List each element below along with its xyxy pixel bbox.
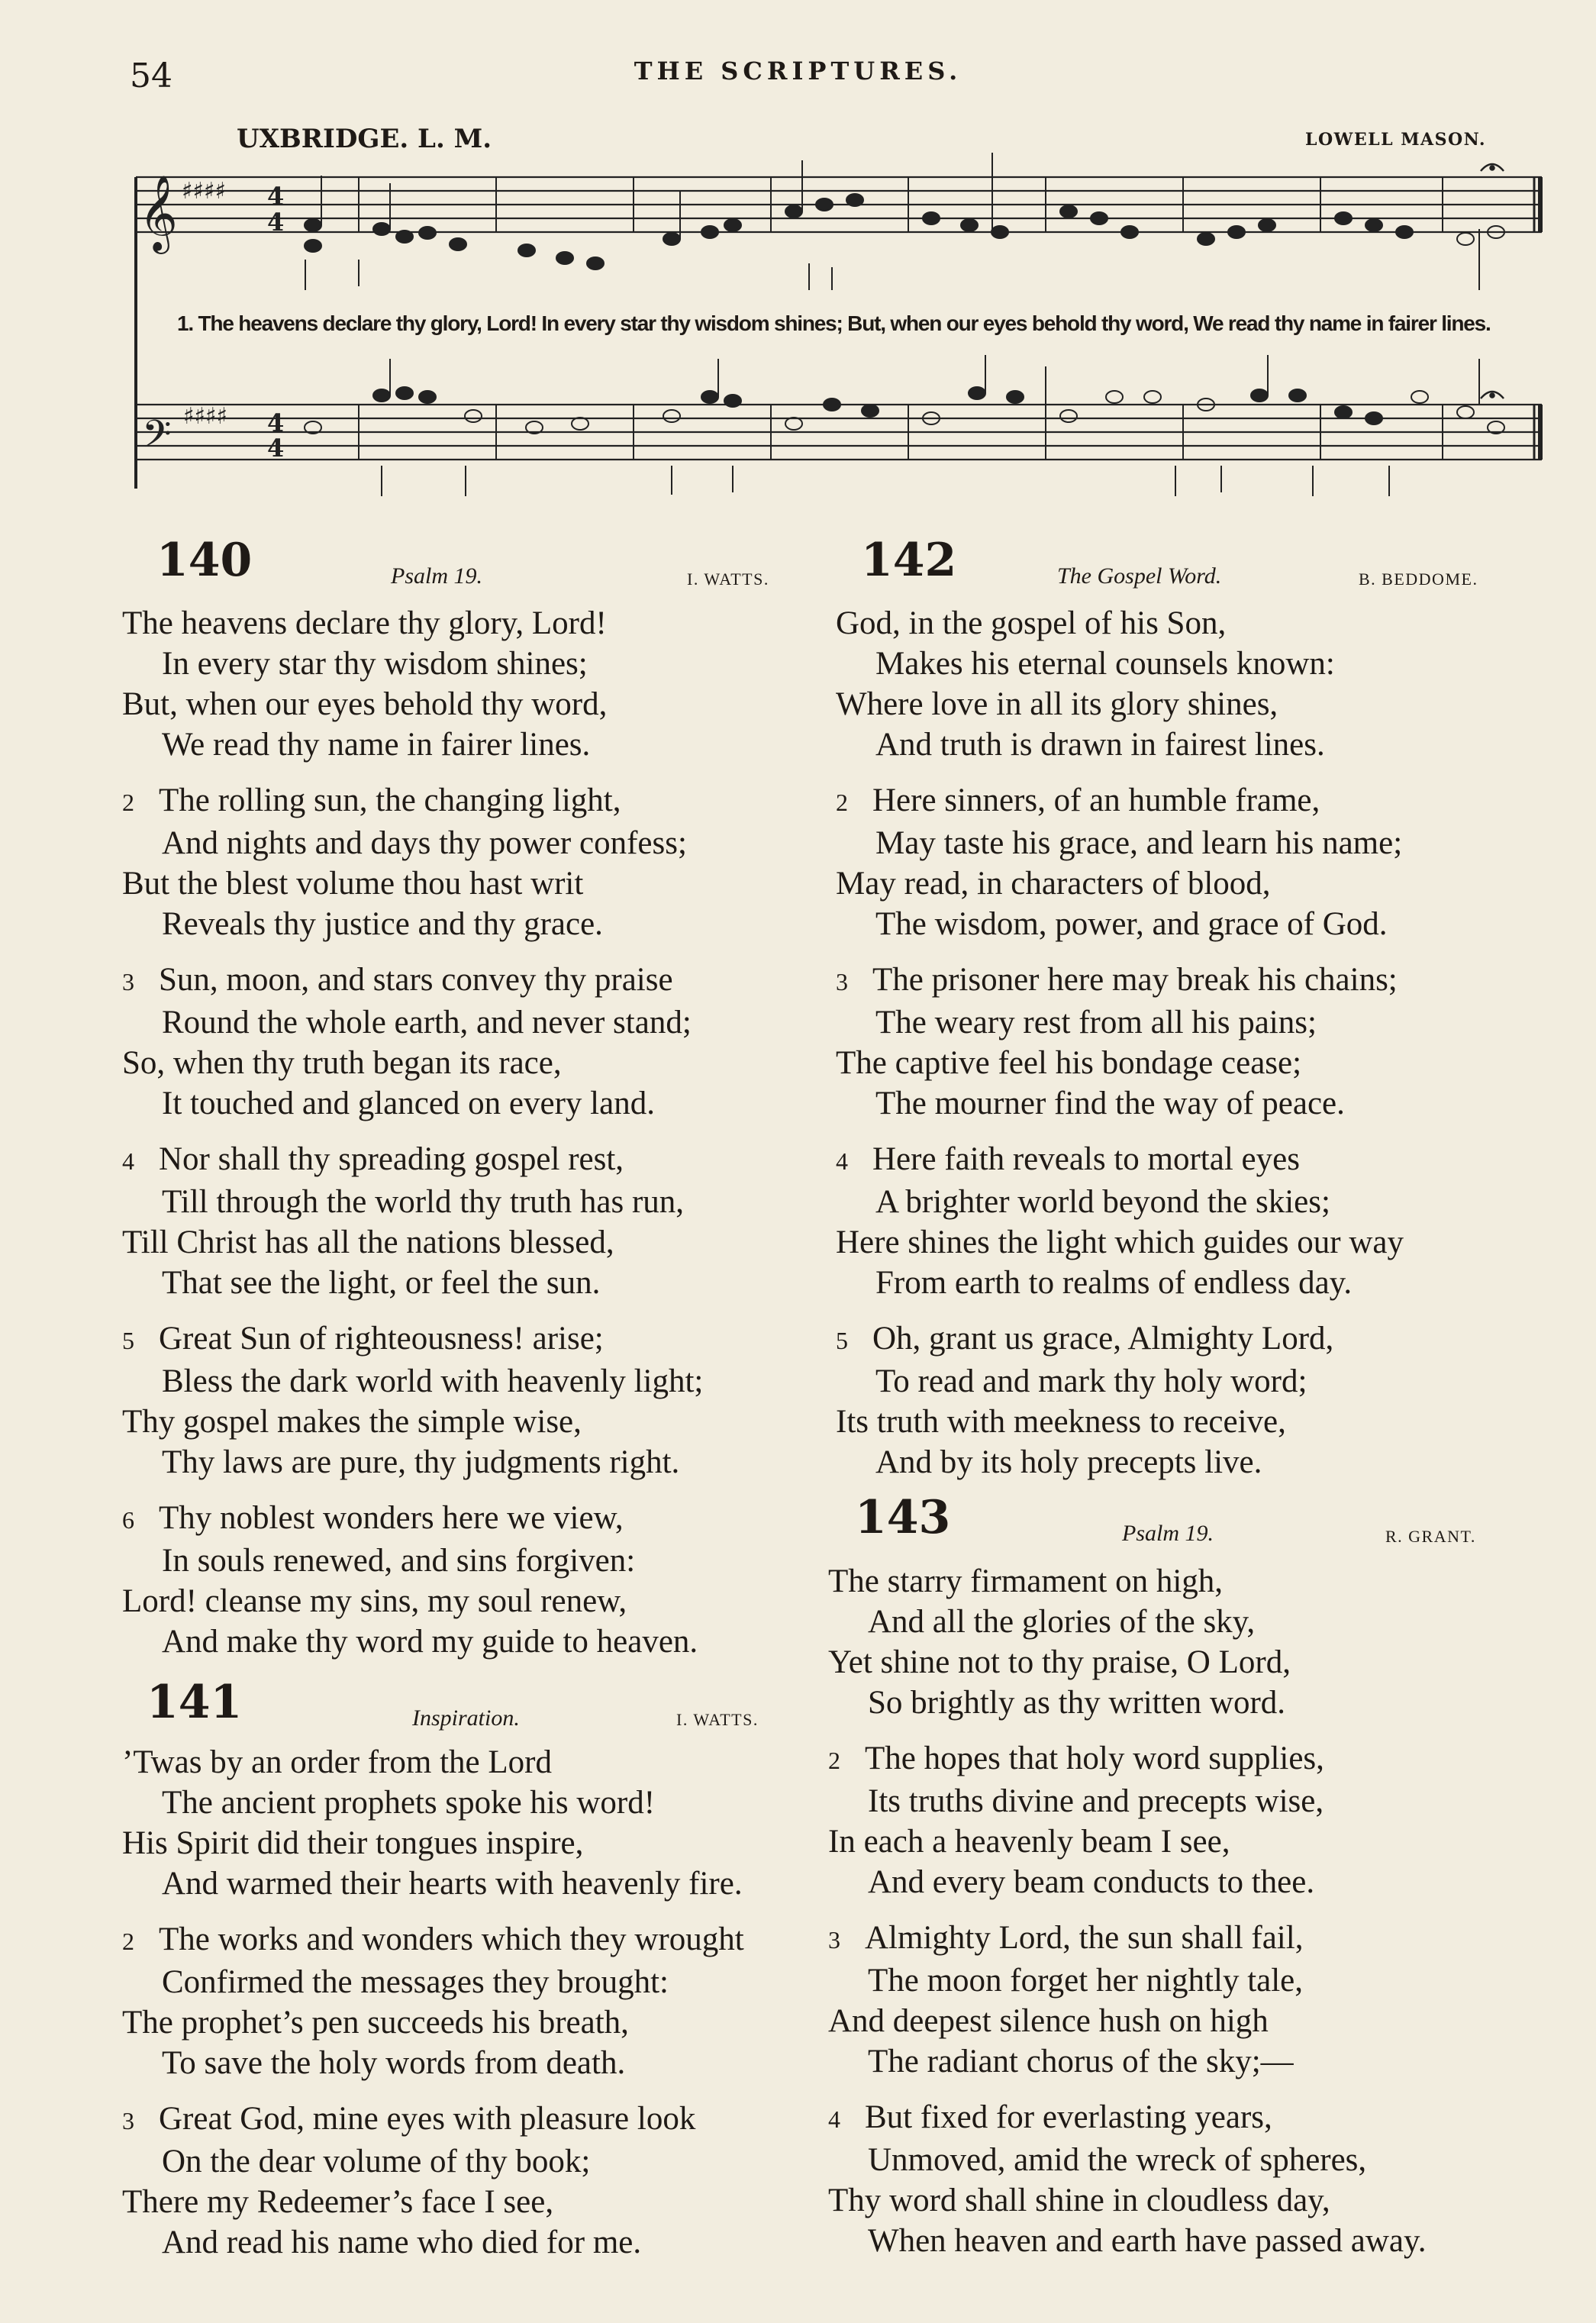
verse-text: Here sinners, of an humble frame, bbox=[872, 782, 1320, 818]
verse-text: And read his name who died for me. bbox=[162, 2225, 642, 2260]
verse-line bbox=[828, 1960, 1561, 2001]
verse bbox=[122, 1318, 824, 1483]
verse-line bbox=[122, 1318, 824, 1361]
verse-line bbox=[122, 1182, 824, 1222]
verse-text: Great Sun of righteousness! arise; bbox=[159, 1321, 604, 1357]
verse-line bbox=[122, 1962, 824, 2002]
svg-text:4: 4 bbox=[267, 434, 285, 463]
verse-text: But fixed for everlasting years, bbox=[865, 2099, 1272, 2135]
verse-line bbox=[122, 780, 824, 823]
verse-text: The wisdom, power, and grace of God. bbox=[875, 906, 1388, 942]
verse-line bbox=[836, 1002, 1569, 1043]
verse-number: 5 bbox=[122, 1327, 134, 1354]
verse-line bbox=[828, 2140, 1561, 2180]
hymn-142-author: B. BEDDOME. bbox=[1359, 569, 1478, 589]
verse bbox=[122, 603, 824, 765]
verse-line bbox=[122, 2002, 824, 2043]
verse bbox=[122, 2099, 824, 2263]
verse-line bbox=[828, 1738, 1561, 1781]
svg-text:𝄢: 𝄢 bbox=[142, 412, 172, 466]
verse-line bbox=[828, 1642, 1561, 1683]
verse-text: That see the light, or feel the sun. bbox=[162, 1265, 601, 1301]
svg-text:♯♯♯♯: ♯♯♯♯ bbox=[183, 403, 228, 430]
verse-text: So brightly as thy written word. bbox=[868, 1685, 1286, 1721]
verse-line bbox=[122, 684, 824, 724]
verse-line bbox=[122, 1823, 824, 1863]
verse-text: Here shines the light which guides our way bbox=[836, 1224, 1404, 1260]
verse-text: The prophet’s pen succeeds his breath, bbox=[122, 2005, 629, 2041]
hymn-143-text bbox=[828, 1561, 1561, 2261]
verse-line bbox=[122, 2141, 824, 2182]
bass-staff bbox=[136, 405, 1542, 460]
verse-text: And nights and days thy power confess; bbox=[162, 825, 687, 861]
verse-line bbox=[122, 1621, 824, 1662]
verse-text: Unmoved, amid the wreck of spheres, bbox=[868, 2142, 1367, 2178]
treble-notes bbox=[305, 153, 1504, 290]
verse-text: And by its holy precepts live. bbox=[875, 1444, 1262, 1480]
verse-line bbox=[836, 863, 1569, 904]
verse-text: We read thy name in fairer lines. bbox=[162, 727, 591, 763]
verse-line bbox=[836, 724, 1569, 765]
verse-line bbox=[836, 644, 1569, 684]
verse-line bbox=[122, 1361, 824, 1402]
bass-notes bbox=[305, 355, 1504, 434]
verse-number: 3 bbox=[122, 968, 134, 995]
verse-text: Reveals thy justice and thy grace. bbox=[162, 906, 603, 942]
tune-composer: LOWELL MASON. bbox=[1305, 130, 1487, 150]
verse-line bbox=[122, 1442, 824, 1483]
verse-text: The radiant chorus of the sky;— bbox=[868, 2044, 1294, 2079]
hymn-142-text bbox=[836, 603, 1569, 1483]
verse-line bbox=[828, 1561, 1561, 1602]
svg-text:♯♯♯♯: ♯♯♯♯ bbox=[182, 178, 227, 205]
verse-line bbox=[828, 1821, 1561, 1862]
verse-number: 4 bbox=[836, 1147, 848, 1175]
verse-line bbox=[836, 960, 1569, 1002]
verse-line bbox=[828, 2097, 1561, 2140]
verse-line bbox=[836, 684, 1569, 724]
verse-text: Confirmed the messages they brought: bbox=[162, 1964, 669, 2000]
verse-line bbox=[122, 2182, 824, 2222]
verse-line bbox=[828, 2221, 1561, 2261]
hymn-140-number: 140 bbox=[156, 534, 253, 587]
hymn-141-author: I. WATTS. bbox=[676, 1710, 759, 1729]
verse bbox=[828, 1918, 1561, 2082]
svg-text:4: 4 bbox=[267, 208, 285, 237]
verse-line bbox=[122, 1541, 824, 1581]
verse-text: Almighty Lord, the sun shall fail, bbox=[865, 1920, 1304, 1956]
verse bbox=[836, 603, 1569, 765]
svg-text:4: 4 bbox=[267, 182, 285, 211]
verse-line bbox=[836, 1083, 1569, 1124]
verse-line bbox=[828, 2180, 1561, 2221]
hymn-143-author: R. GRANT. bbox=[1385, 1527, 1476, 1546]
verse-number: 5 bbox=[836, 1327, 848, 1354]
verse-text: When heaven and earth have passed away. bbox=[868, 2223, 1427, 2259]
fermatas bbox=[1481, 164, 1504, 398]
verse bbox=[828, 2097, 1561, 2261]
verse-text: To save the holy words from death. bbox=[162, 2045, 626, 2081]
verse-text: ’Twas by an order from the Lord bbox=[122, 1744, 552, 1780]
verse-line bbox=[122, 2099, 824, 2141]
verse-text: There my Redeemer’s face I see, bbox=[122, 2184, 554, 2220]
verse-text: Great God, mine eyes with pleasure look bbox=[159, 2101, 696, 2137]
verse-text: Thy laws are pure, thy judgments right. bbox=[162, 1444, 680, 1480]
verse-text: And deepest silence hush on high bbox=[828, 2003, 1269, 2039]
verse-line bbox=[836, 1182, 1569, 1222]
running-title: THE SCRIPTURES. bbox=[634, 56, 962, 85]
verse-line bbox=[836, 603, 1569, 644]
verse-number: 2 bbox=[122, 1928, 134, 1955]
verse-text: Where love in all its glory shines, bbox=[836, 686, 1278, 722]
verse-line bbox=[836, 1263, 1569, 1303]
verse-text: It touched and glanced on every land. bbox=[162, 1086, 655, 1121]
verse-line bbox=[828, 1602, 1561, 1642]
verse-number: 4 bbox=[122, 1147, 134, 1175]
verse-text: The hopes that holy word supplies, bbox=[865, 1741, 1324, 1776]
verse-line bbox=[828, 1683, 1561, 1723]
verse-number: 3 bbox=[836, 968, 848, 995]
verse-line bbox=[122, 644, 824, 684]
verse-line bbox=[828, 1918, 1561, 1960]
hymn-140-author: I. WATTS. bbox=[687, 569, 769, 589]
verse-line bbox=[122, 1222, 824, 1263]
verse-text: Makes his eternal counsels known: bbox=[875, 646, 1335, 682]
svg-text:4: 4 bbox=[267, 408, 285, 437]
verse-text: May read, in characters of blood, bbox=[836, 866, 1271, 902]
verse-text: Its truth with meekness to receive, bbox=[836, 1404, 1286, 1440]
tune-name: UXBRIDGE. L. M. bbox=[237, 124, 492, 154]
verse-text: God, in the gospel of his Son, bbox=[836, 605, 1227, 641]
verse-text: The works and wonders which they wrought bbox=[159, 1921, 744, 1957]
verse-number: 3 bbox=[122, 2107, 134, 2134]
verse-line bbox=[122, 724, 824, 765]
verse-text: Lord! cleanse my sins, my soul renew, bbox=[122, 1583, 627, 1619]
verse-text: To read and mark thy holy word; bbox=[875, 1363, 1307, 1399]
verse-text: On the dear volume of thy book; bbox=[162, 2144, 591, 2179]
verse-text: In each a heavenly beam I see, bbox=[828, 1824, 1230, 1860]
verse-line bbox=[836, 904, 1569, 944]
verse-line bbox=[122, 1402, 824, 1442]
verse-line bbox=[836, 1318, 1569, 1361]
verse-text: And make thy word my guide to heaven. bbox=[162, 1624, 698, 1660]
hymn-140-text bbox=[122, 603, 824, 1662]
verse-text: May taste his grace, and learn his name; bbox=[875, 825, 1403, 861]
verse-text: Its truths divine and precepts wise, bbox=[868, 1783, 1324, 1819]
verse-text: In every star thy wisdom shines; bbox=[162, 646, 588, 682]
verse-text: Till Christ has all the nations blessed, bbox=[122, 1224, 614, 1260]
verse-text: The weary rest from all his pains; bbox=[875, 1005, 1317, 1041]
verse bbox=[836, 1139, 1569, 1303]
verse-text: Thy gospel makes the simple wise, bbox=[122, 1404, 582, 1440]
verse-line bbox=[122, 1783, 824, 1823]
verse-text: Yet shine not to thy praise, O Lord, bbox=[828, 1644, 1291, 1680]
verse-text: So, when thy truth began its race, bbox=[122, 1045, 562, 1081]
verse-line bbox=[836, 1361, 1569, 1402]
verse-text: Sun, moon, and stars convey thy praise bbox=[159, 962, 673, 998]
verse-line bbox=[836, 823, 1569, 863]
verse-number: 2 bbox=[828, 1747, 840, 1774]
verse-line bbox=[122, 1919, 824, 1962]
verse-line bbox=[122, 1083, 824, 1124]
verse-number: 6 bbox=[122, 1506, 134, 1534]
verse-text: The ancient prophets spoke his word! bbox=[162, 1785, 656, 1821]
verse bbox=[122, 1919, 824, 2083]
verse-text: His Spirit did their tongues inspire, bbox=[122, 1825, 584, 1861]
verse-text: Oh, grant us grace, Almighty Lord, bbox=[872, 1321, 1334, 1357]
verse-line bbox=[836, 1139, 1569, 1182]
verse bbox=[122, 780, 824, 944]
verse-line bbox=[122, 904, 824, 944]
verse-line bbox=[828, 2041, 1561, 2082]
verse-text: The captive feel his bondage cease; bbox=[836, 1045, 1302, 1081]
verse-text: Thy word shall shine in cloudless day, bbox=[828, 2183, 1330, 2218]
verse-text: Nor shall thy spreading gospel rest, bbox=[159, 1141, 624, 1177]
verse-line bbox=[122, 1263, 824, 1303]
verse-text: A brighter world beyond the skies; bbox=[875, 1184, 1330, 1220]
verse bbox=[836, 960, 1569, 1124]
hymn-142-subject: The Gospel Word. bbox=[1057, 563, 1222, 589]
lower-stems bbox=[305, 260, 1389, 496]
verse-number: 2 bbox=[122, 789, 134, 816]
verse bbox=[122, 960, 824, 1124]
verse-number: 3 bbox=[828, 1926, 840, 1954]
hymn-140-subject: Psalm 19. bbox=[391, 563, 482, 589]
verse-text: From earth to realms of endless day. bbox=[875, 1265, 1353, 1301]
verse bbox=[122, 1139, 824, 1303]
verse-text: Bless the dark world with heavenly light; bbox=[162, 1363, 704, 1399]
verse bbox=[836, 1318, 1569, 1483]
verse-text: And warmed their hearts with heavenly fire. bbox=[162, 1866, 743, 1902]
hymn-143-number: 143 bbox=[855, 1491, 951, 1544]
hymn-141-subject: Inspiration. bbox=[412, 1705, 520, 1731]
verse-text: The moon forget her nightly tale, bbox=[868, 1963, 1304, 1999]
verse-text: And all the glories of the sky, bbox=[868, 1604, 1256, 1640]
verse-text: Here faith reveals to mortal eyes bbox=[872, 1141, 1300, 1177]
verse-text: But the blest volume thou hast writ bbox=[122, 866, 584, 902]
tune-lyric: 1. The heavens declare thy glory, Lord! In every star thy wisdom shines; But, when our eyes behold thy word, We read thy name in fairer lines. bbox=[177, 311, 1491, 335]
verse-text: Round the whole earth, and never stand; bbox=[162, 1005, 692, 1041]
verse-line bbox=[122, 1498, 824, 1541]
verse-text: The rolling sun, the changing light, bbox=[159, 782, 621, 818]
verse bbox=[828, 1561, 1561, 1723]
hymn-143-subject: Psalm 19. bbox=[1122, 1521, 1214, 1546]
music-score bbox=[0, 0, 1596, 519]
verse bbox=[828, 1738, 1561, 1902]
verse-text: The mourner find the way of peace. bbox=[875, 1086, 1345, 1121]
verse-line bbox=[828, 1862, 1561, 1902]
svg-text:𝄞: 𝄞 bbox=[139, 175, 178, 251]
verse-number: 2 bbox=[836, 789, 848, 816]
verse-text: The prisoner here may break his chains; bbox=[872, 962, 1398, 998]
verse-number: 4 bbox=[828, 2105, 840, 2133]
verse-line bbox=[836, 780, 1569, 823]
verse-text: The starry firmament on high, bbox=[828, 1563, 1224, 1599]
verse-text: And every beam conducts to thee. bbox=[868, 1864, 1315, 1900]
verse-text: In souls renewed, and sins forgiven: bbox=[162, 1543, 636, 1579]
verse-line bbox=[122, 1742, 824, 1783]
verse-line bbox=[122, 1581, 824, 1621]
verse-line bbox=[122, 1139, 824, 1182]
verse-line bbox=[836, 1402, 1569, 1442]
verse-line bbox=[828, 2001, 1561, 2041]
hymn-141-text bbox=[122, 1742, 824, 2263]
verse-line bbox=[836, 1043, 1569, 1083]
verse-text: The heavens declare thy glory, Lord! bbox=[122, 605, 607, 641]
verse-line bbox=[836, 1222, 1569, 1263]
hymn-141-number: 141 bbox=[147, 1676, 243, 1729]
page-number: 54 bbox=[130, 56, 172, 95]
verse-line bbox=[122, 2222, 824, 2263]
verse-line bbox=[122, 960, 824, 1002]
verse-line bbox=[122, 603, 824, 644]
verse-text: But, when our eyes behold thy word, bbox=[122, 686, 608, 722]
verse-text: Till through the world thy truth has run, bbox=[162, 1184, 685, 1220]
verse-line bbox=[122, 1002, 824, 1043]
verse-line bbox=[122, 1043, 824, 1083]
verse bbox=[122, 1498, 824, 1662]
verse-line bbox=[828, 1781, 1561, 1821]
verse-line bbox=[122, 863, 824, 904]
verse-line bbox=[122, 2043, 824, 2083]
verse-line bbox=[836, 1442, 1569, 1483]
verse bbox=[122, 1742, 824, 1904]
verse-text: Thy noblest wonders here we view, bbox=[159, 1500, 624, 1536]
verse-line bbox=[122, 1863, 824, 1904]
verse-line bbox=[122, 823, 824, 863]
hymn-142-number: 142 bbox=[861, 534, 957, 587]
verse-text: And truth is drawn in fairest lines. bbox=[875, 727, 1325, 763]
verse bbox=[836, 780, 1569, 944]
